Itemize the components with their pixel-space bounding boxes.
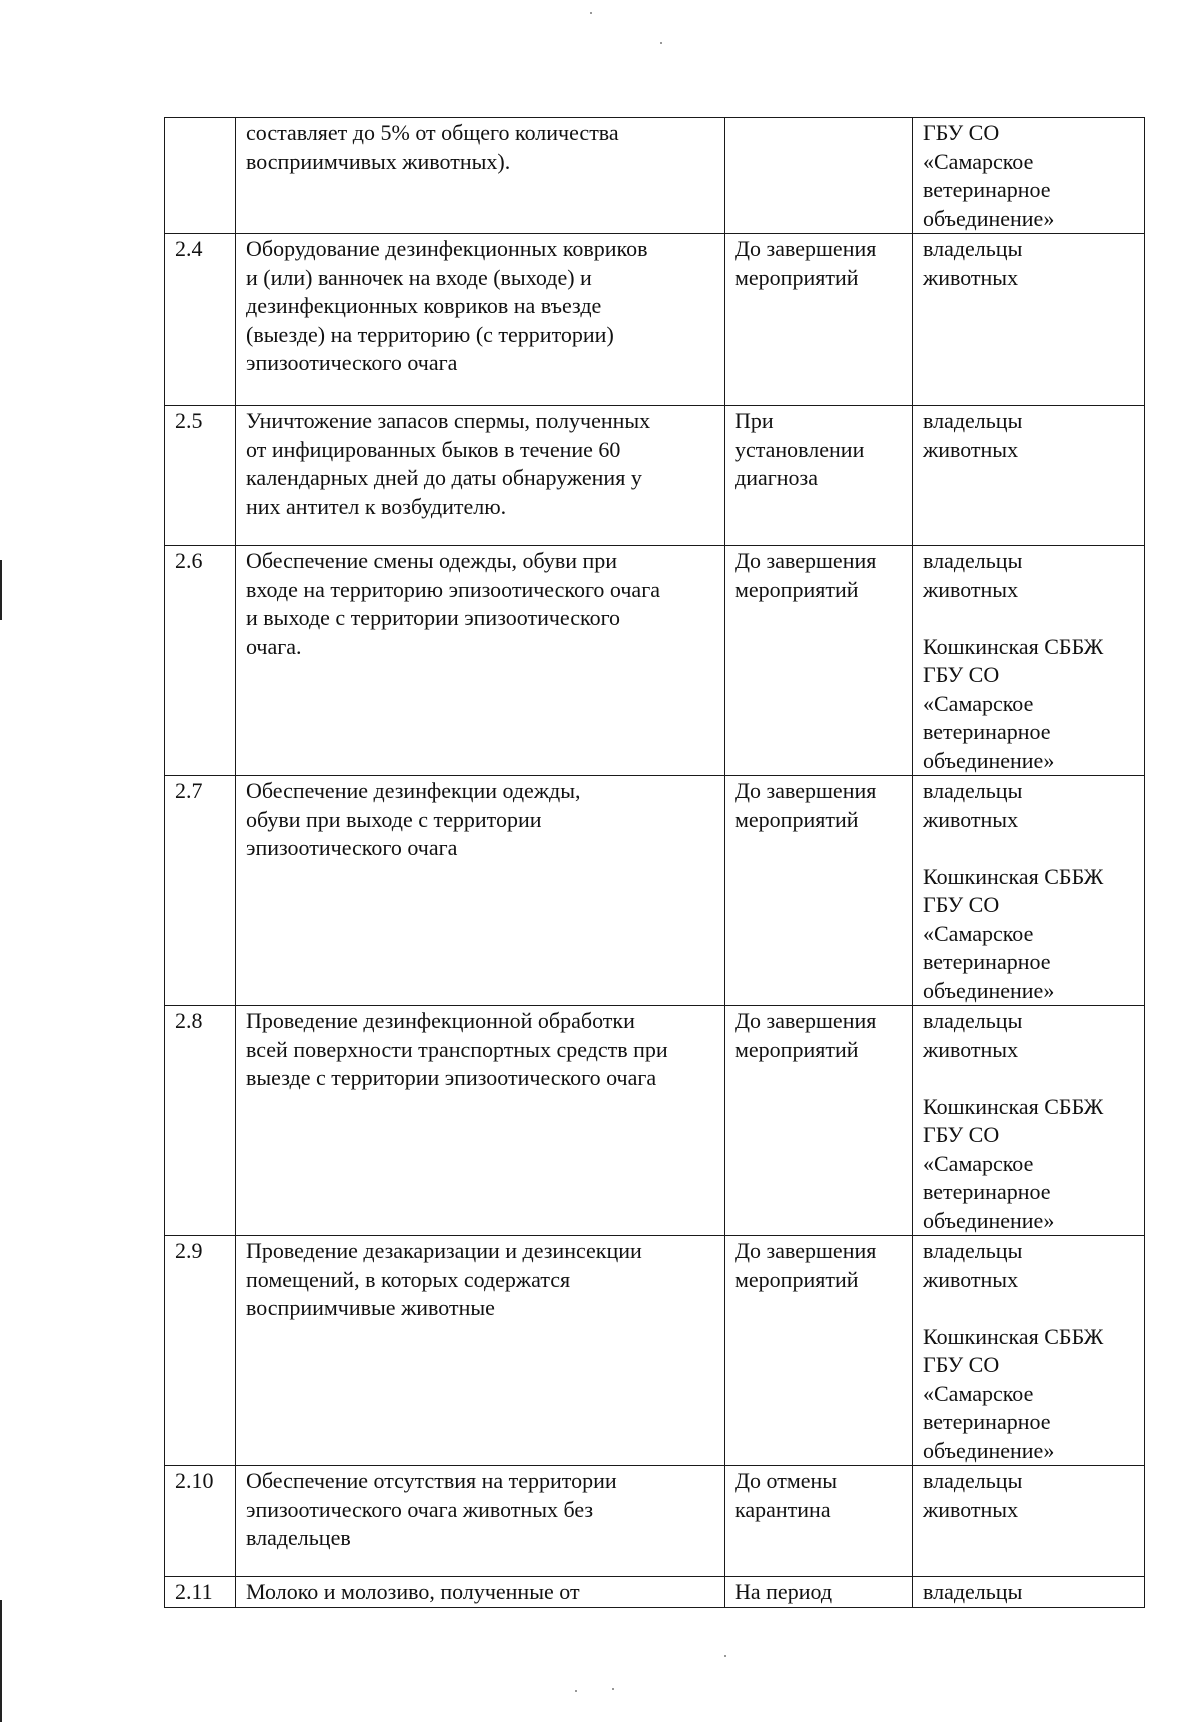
executor-cell: владельцы животных [913, 406, 1145, 546]
term-cell: До завершения мероприятий [725, 546, 913, 776]
table-row [165, 776, 1145, 1006]
measure-cell: Обеспечение смены одежды, обуви при входе на территорию эпизоотического очага и выходе с территории эпизоотического очага. [236, 546, 725, 776]
measure-cell: Обеспечение отсутствия на территории эпизоотического очага животных без владельцев [236, 1466, 725, 1577]
table-row [165, 546, 1145, 776]
executor-cell: владельцы животных Кошкинская СББЖ ГБУ СО «Самарское ветеринарное объединение» [913, 1006, 1145, 1236]
table-row [165, 234, 1145, 406]
row-number: 2.5 [165, 406, 236, 546]
table-row [165, 118, 1145, 234]
executor-cell: владельцы животных Кошкинская СББЖ ГБУ СО «Самарское ветеринарное объединение» [913, 1236, 1145, 1466]
scan-edge-mark [0, 560, 2, 620]
table-row [165, 1466, 1145, 1577]
scan-speck [660, 42, 662, 44]
measure-cell: Уничтожение запасов спермы, полученных от инфицированных быков в течение 60 календарных дней до даты обнаружения у них антител к возбудителю. [236, 406, 725, 546]
executor-cell: владельцы животных [913, 234, 1145, 406]
table-row [165, 406, 1145, 546]
scan-speck [612, 1688, 614, 1690]
executor-cell: владельцы животных Кошкинская СББЖ ГБУ СО «Самарское ветеринарное объединение» [913, 776, 1145, 1006]
scan-edge-mark [0, 1600, 2, 1722]
term-cell: На период [725, 1577, 913, 1608]
scan-speck [590, 12, 592, 14]
measure-cell: составляет до 5% от общего количества восприимчивых животных). [236, 118, 725, 234]
measure-cell: Обеспечение дезинфекции одежды, обуви при выходе с территории эпизоотического очага [236, 776, 725, 1006]
row-number [165, 118, 236, 234]
term-cell [725, 118, 913, 234]
row-number: 2.10 [165, 1466, 236, 1577]
executor-cell: ГБУ СО «Самарское ветеринарное объединение» [913, 118, 1145, 234]
term-cell: До завершения мероприятий [725, 776, 913, 1006]
measure-cell: Молоко и молозиво, полученные от [236, 1577, 725, 1608]
table-row [165, 1006, 1145, 1236]
term-cell: До завершения мероприятий [725, 1006, 913, 1236]
executor-cell: владельцы животных [913, 1466, 1145, 1577]
measures-table [164, 117, 1145, 1608]
term-cell: При установлении диагноза [725, 406, 913, 546]
row-number: 2.11 [165, 1577, 236, 1608]
term-cell: До завершения мероприятий [725, 1236, 913, 1466]
row-number: 2.4 [165, 234, 236, 406]
scan-speck [575, 1690, 577, 1692]
measure-cell: Проведение дезакаризации и дезинсекции помещений, в которых содержатся восприимчивые животные [236, 1236, 725, 1466]
table-row [165, 1236, 1145, 1466]
row-number: 2.9 [165, 1236, 236, 1466]
row-number: 2.6 [165, 546, 236, 776]
term-cell: До завершения мероприятий [725, 234, 913, 406]
measure-cell: Проведение дезинфекционной обработки всей поверхности транспортных средств при выезде с территории эпизоотического очага [236, 1006, 725, 1236]
executor-cell: владельцы животных Кошкинская СББЖ ГБУ СО «Самарское ветеринарное объединение» [913, 546, 1145, 776]
row-number: 2.8 [165, 1006, 236, 1236]
measure-cell: Оборудование дезинфекционных ковриков и (или) ванночек на входе (выходе) и дезинфекционных ковриков на въезде (выезде) на территорию (с территории) эпизоотического очага [236, 234, 725, 406]
table-row [165, 1577, 1145, 1608]
row-number: 2.7 [165, 776, 236, 1006]
scan-speck [724, 1655, 726, 1657]
term-cell: До отмены карантина [725, 1466, 913, 1577]
executor-cell: владельцы [913, 1577, 1145, 1608]
